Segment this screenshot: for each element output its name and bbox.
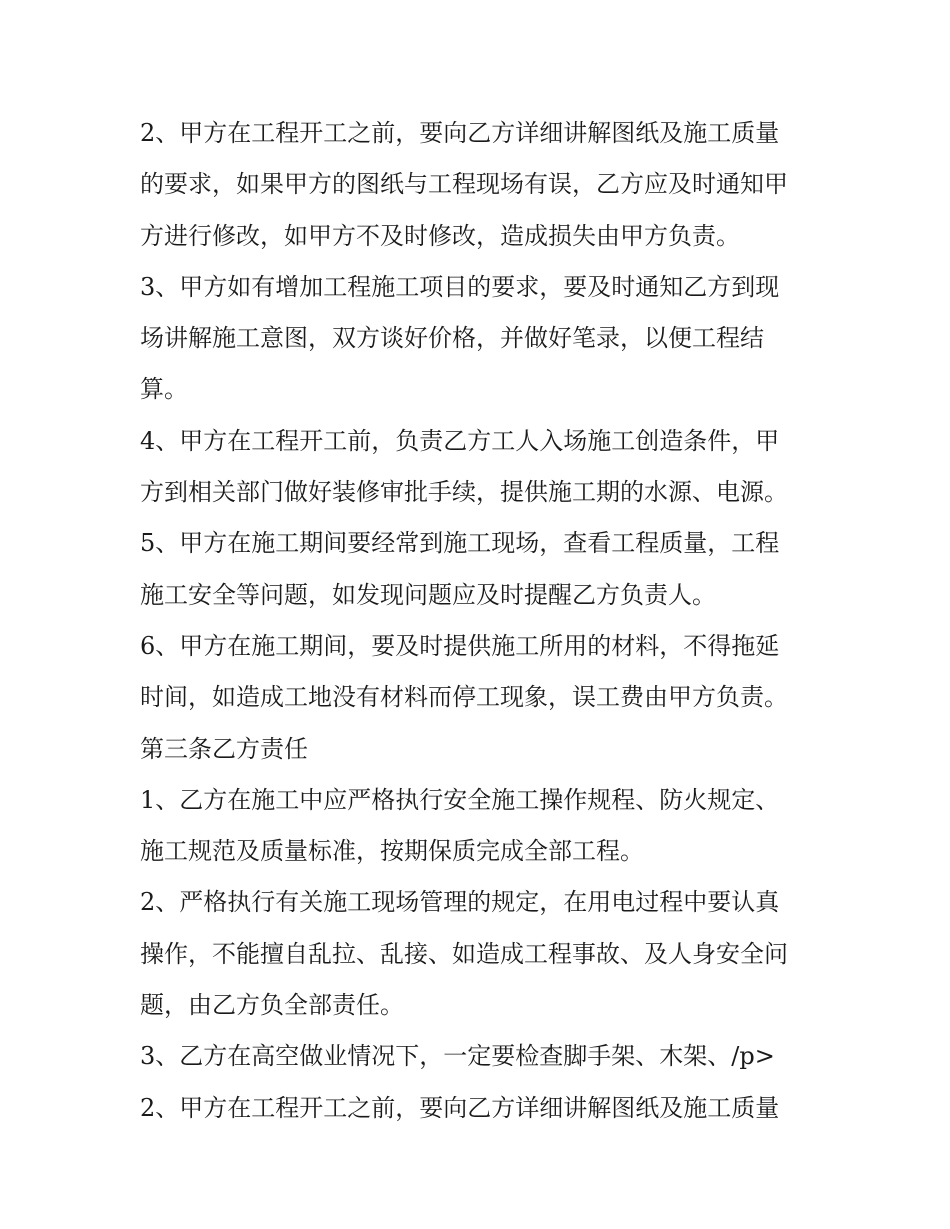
text-line: 3、甲方如有增加工程施工项目的要求，要及时通知乙方到现 [140,272,780,301]
text-line: 施工规范及质量标准，按期保质完成全部工程。 [140,837,644,866]
document-body [140,108,820,1134]
text-line: 场讲解施工意图，双方谈好价格，并做好笔录，以便工程结 [140,324,764,353]
text-line: 算。 [140,375,188,404]
text-line: 6、甲方在施工期间，要及时提供施工所用的材料，不得拖延 [140,631,780,660]
text-line: 2、严格执行有关施工现场管理的规定，在用电过程中要认真 [140,888,780,917]
text-line: 操作，不能擅自乱拉、乱接、如造成工程事故、及人身安全问 [140,939,788,968]
text-line: 题，由乙方负全部责任。 [140,991,404,1020]
text-line: 5、甲方在施工期间要经常到施工现场，查看工程质量，工程 [140,529,780,558]
text-line: 的要求，如果甲方的图纸与工程现场有误，乙方应及时通知甲 [140,170,788,199]
text-line: 时间，如造成工地没有材料而停工现象，误工费由甲方负责。 [140,683,788,712]
text-line: 施工安全等问题，如发现问题应及时提醒乙方负责人。 [140,580,716,609]
text-line: 3、乙方在高空做业情况下，一定要检查脚手架、木架、/p> [140,1042,775,1071]
text-line: 2、甲方在工程开工之前，要向乙方详细讲解图纸及施工质量 [140,1093,780,1122]
text-line: 方进行修改，如甲方不及时修改，造成损失由甲方负责。 [140,221,740,250]
text-line: 1、乙方在施工中应严格执行安全施工操作规程、防火规定、 [140,785,780,814]
text-line: 4、甲方在工程开工前，负责乙方工人入场施工创造条件，甲 [140,426,780,455]
section-heading: 第三条乙方责任 [140,734,308,763]
text-line: 2、甲方在工程开工之前，要向乙方详细讲解图纸及施工质量 [140,119,780,147]
text-line: 方到相关部门做好装修审批手续，提供施工期的水源、电源。 [140,478,788,507]
